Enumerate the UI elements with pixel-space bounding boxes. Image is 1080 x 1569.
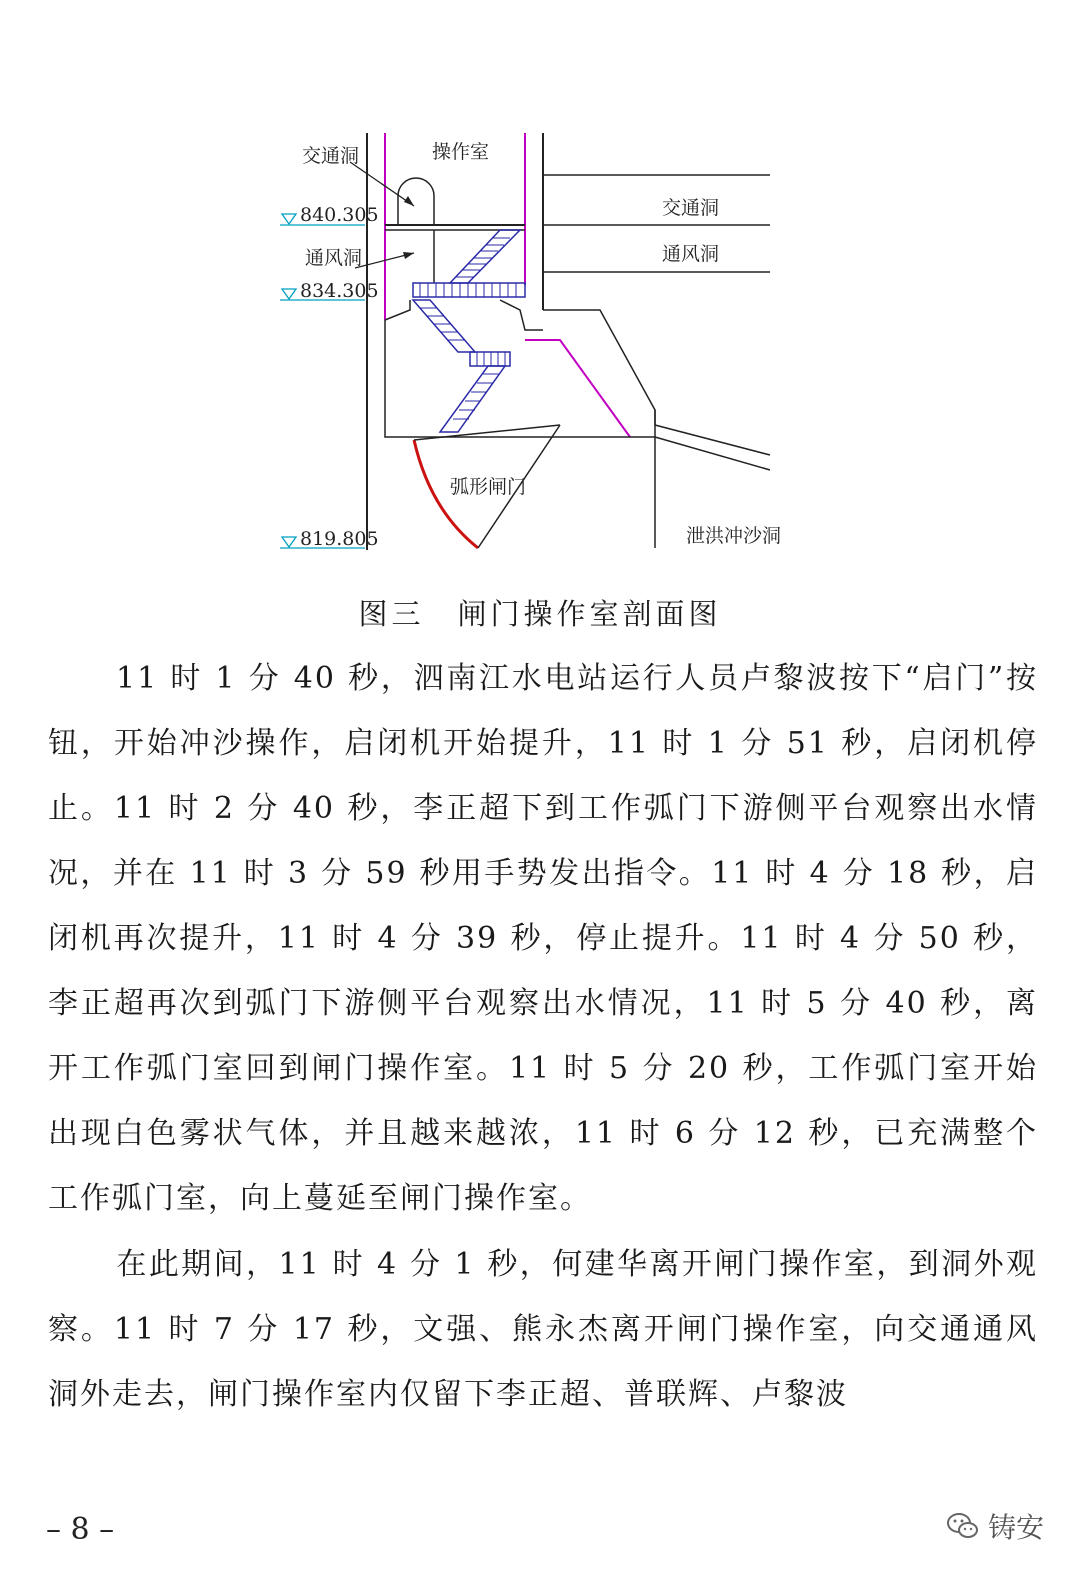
- lower-chamber-outline: [385, 320, 430, 437]
- flush-tunnel-bottom: [655, 437, 770, 470]
- elevation-819-label: 819.805: [300, 528, 379, 550]
- traffic-tunnel-arch: [398, 178, 434, 225]
- paragraph-1-text: 11 时 1 分 40 秒，泗南江水电站运行人员卢黎波按下“启门”按钮，开始冲沙操作，启闭机开始提升，11 时 1 分 51 秒，启闭机停止。11 时 2 分 40 秒，李正超下到工作弧门下游侧平台观察出水情况，并在 11 时 3 分 59 秒用手势发出指令。11 时 4 分 18 秒，启闭机再次提升，11 时 4 分 39 秒，停止提升。11 时 4 分 50 秒，李正超再次到弧门下游侧平台观察出水情况，11 时 5 分 40 秒，离开工作弧门室回到闸门操作室。11 时 5 分 20 秒，工作弧门室开始出现白色雾状气体，并且越来越浓，11 时 6 分 12 秒，已充满整个工作弧门室，向上蔓延至闸门操作室。: [48, 661, 1038, 1216]
- label-flush-tunnel: 泄洪冲沙洞: [686, 525, 782, 547]
- gate-operation-room-section-diagram: [0, 0, 1080, 580]
- label-ventilation-tunnel-left: 通风洞: [305, 247, 363, 269]
- watermark: [946, 1506, 1044, 1546]
- label-operation-room: 操作室: [432, 141, 490, 163]
- wechat-icon: [946, 1511, 980, 1541]
- elevation-840-label: 840.305: [300, 204, 379, 226]
- magenta-slope-outer: [543, 310, 655, 437]
- watermark-text: 铸安: [987, 1511, 1044, 1544]
- mid-landing-hatch: [477, 352, 505, 366]
- flush-tunnel-top: [655, 410, 770, 455]
- elevation-834-label: 834.305: [300, 280, 379, 302]
- label-traffic-tunnel-right: 交通洞: [662, 197, 720, 219]
- figure-caption: 图三 闸门操作室剖面图: [358, 597, 722, 631]
- upper-stair-treads: [456, 238, 510, 277]
- stair-landing-hatch: [420, 283, 516, 297]
- lower-stair-treads-2: [453, 374, 499, 419]
- pointer-traffic-arrow: [404, 196, 414, 206]
- page-number: – 8 –: [46, 1512, 115, 1547]
- label-ventilation-tunnel-right: 通风洞: [662, 243, 720, 265]
- mid-landing: [470, 352, 510, 366]
- label-radial-gate: 弧形闸门: [450, 476, 527, 498]
- lower-stair-flight-2: [440, 366, 505, 432]
- label-traffic-tunnel-left: 交通洞: [302, 145, 360, 167]
- lower-chamber-right: [500, 300, 543, 330]
- paragraph-2: [48, 1232, 1038, 1427]
- paragraph-1: [48, 646, 1038, 1231]
- magenta-slope-inner: [525, 340, 630, 437]
- lower-chamber-left: [385, 300, 410, 320]
- pointer-vent-arrow: [403, 252, 414, 259]
- paragraph-2-text: 在此期间，11 时 4 分 1 秒，何建华离开闸门操作室，到洞外观察。11 时 7 分 17 秒，文强、熊永杰离开闸门操作室，向交通通风洞外走去，闸门操作室内仅留下李正超、普联辉、卢黎波: [48, 1247, 1038, 1412]
- pointer-traffic: [350, 162, 414, 206]
